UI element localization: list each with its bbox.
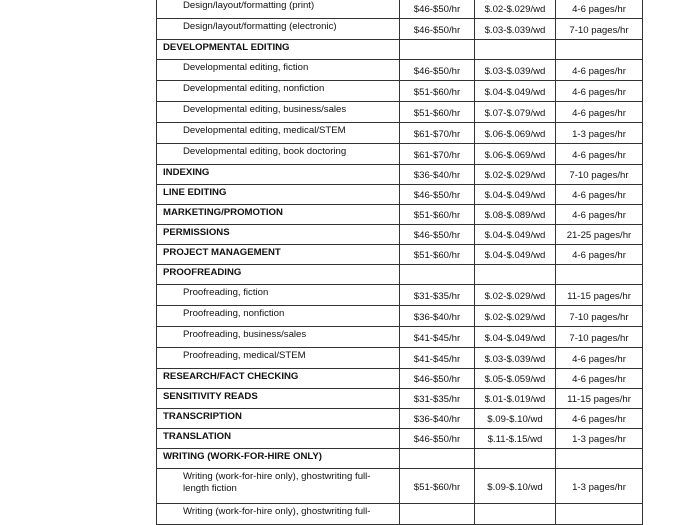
category-row (157, 409, 643, 429)
rates-table-body (157, 0, 643, 525)
hourly-rate: $41-$45/hr (400, 348, 475, 369)
pace-rate: 7-10 pages/hr (556, 19, 643, 40)
service-label: PROJECT MANAGEMENT (157, 245, 400, 265)
hourly-rate: $46-$50/hr (400, 185, 475, 205)
per-word-rate: $.07-$.079/wd (475, 102, 556, 123)
service-label: Writing (work-for-hire only), ghostwriting full- (157, 504, 400, 525)
per-word-rate: $.03-$.039/wd (475, 60, 556, 81)
pace-rate: 1-3 pages/hr (556, 469, 643, 504)
service-label: Developmental editing, nonfiction (157, 81, 400, 102)
hourly-rate: $61-$70/hr (400, 144, 475, 165)
hourly-rate: $46-$50/hr (400, 429, 475, 449)
service-label: Proofreading, medical/STEM (157, 348, 400, 369)
service-label: Developmental editing, book doctoring (157, 144, 400, 165)
service-row (157, 504, 643, 525)
service-row (157, 81, 643, 102)
per-word-rate: $.01-$.019/wd (475, 389, 556, 409)
service-label: Developmental editing, fiction (157, 60, 400, 81)
per-word-rate: $.05-$.059/wd (475, 369, 556, 389)
service-label: WRITING (WORK-FOR-HIRE ONLY) (157, 449, 400, 469)
hourly-rate: $46-$50/hr (400, 369, 475, 389)
per-word-rate: $.04-$.049/wd (475, 327, 556, 348)
per-word-rate: $.08-$.089/wd (475, 205, 556, 225)
pace-rate: 1-3 pages/hr (556, 123, 643, 144)
hourly-rate: $36-$40/hr (400, 165, 475, 185)
service-label: Writing (work-for-hire only), ghostwriting full-length fiction (157, 469, 400, 504)
per-word-rate: $.09-$.10/wd (475, 469, 556, 504)
category-row (157, 449, 643, 469)
pace-rate: 4-6 pages/hr (556, 348, 643, 369)
hourly-rate: $51-$60/hr (400, 245, 475, 265)
service-row (157, 144, 643, 165)
service-row (157, 327, 643, 348)
service-label: Proofreading, fiction (157, 285, 400, 306)
per-word-rate (475, 449, 556, 469)
per-word-rate: $.02-$.029/wd (475, 165, 556, 185)
service-row (157, 306, 643, 327)
service-label: TRANSLATION (157, 429, 400, 449)
pace-rate (556, 449, 643, 469)
pace-rate: 21-25 pages/hr (556, 225, 643, 245)
per-word-rate: $.02-$.029/wd (475, 306, 556, 327)
hourly-rate: $51-$60/hr (400, 205, 475, 225)
per-word-rate: $.06-$.069/wd (475, 144, 556, 165)
service-label: INDEXING (157, 165, 400, 185)
hourly-rate: $36-$40/hr (400, 306, 475, 327)
per-word-rate (475, 504, 556, 525)
per-word-rate (475, 265, 556, 285)
per-word-rate: $.11-$.15/wd (475, 429, 556, 449)
pace-rate: 4-6 pages/hr (556, 205, 643, 225)
service-label: PROOFREADING (157, 265, 400, 285)
service-row (157, 285, 643, 306)
service-row (157, 469, 643, 504)
category-row (157, 369, 643, 389)
pace-rate: 4-6 pages/hr (556, 81, 643, 102)
per-word-rate: $.02-$.029/wd (475, 285, 556, 306)
per-word-rate: $.04-$.049/wd (475, 81, 556, 102)
per-word-rate: $.04-$.049/wd (475, 245, 556, 265)
pace-rate (556, 504, 643, 525)
service-row (157, 102, 643, 123)
service-label: TRANSCRIPTION (157, 409, 400, 429)
per-word-rate: $.02-$.029/wd (475, 0, 556, 19)
per-word-rate: $.06-$.069/wd (475, 123, 556, 144)
service-label: DEVELOPMENTAL EDITING (157, 40, 400, 60)
service-row (157, 0, 643, 19)
service-row (157, 19, 643, 40)
editorial-rates-table (156, 0, 643, 525)
hourly-rate: $61-$70/hr (400, 123, 475, 144)
pace-rate: 4-6 pages/hr (556, 144, 643, 165)
category-row (157, 205, 643, 225)
service-row (157, 123, 643, 144)
pace-rate: 11-15 pages/hr (556, 285, 643, 306)
service-label: MARKETING/PROMOTION (157, 205, 400, 225)
pace-rate: 4-6 pages/hr (556, 102, 643, 123)
per-word-rate: $.09-$.10/wd (475, 409, 556, 429)
hourly-rate: $31-$35/hr (400, 389, 475, 409)
pace-rate: 7-10 pages/hr (556, 327, 643, 348)
per-word-rate: $.03-$.039/wd (475, 348, 556, 369)
pace-rate: 4-6 pages/hr (556, 60, 643, 81)
category-row (157, 165, 643, 185)
pace-rate (556, 40, 643, 60)
hourly-rate (400, 40, 475, 60)
service-label: PERMISSIONS (157, 225, 400, 245)
per-word-rate: $.04-$.049/wd (475, 185, 556, 205)
pace-rate: 4-6 pages/hr (556, 409, 643, 429)
category-row (157, 429, 643, 449)
pace-rate: 7-10 pages/hr (556, 306, 643, 327)
pace-rate: 11-15 pages/hr (556, 389, 643, 409)
category-row (157, 265, 643, 285)
pace-rate: 1-3 pages/hr (556, 429, 643, 449)
per-word-rate: $.03-$.039/wd (475, 19, 556, 40)
service-label: LINE EDITING (157, 185, 400, 205)
pace-rate: 4-6 pages/hr (556, 0, 643, 19)
category-row (157, 389, 643, 409)
service-label: Design/layout/formatting (print) (157, 0, 400, 19)
service-row (157, 348, 643, 369)
pace-rate: 4-6 pages/hr (556, 369, 643, 389)
pace-rate (556, 265, 643, 285)
per-word-rate: $.04-$.049/wd (475, 225, 556, 245)
pace-rate: 4-6 pages/hr (556, 245, 643, 265)
service-label: Proofreading, nonfiction (157, 306, 400, 327)
service-label: RESEARCH/FACT CHECKING (157, 369, 400, 389)
category-row (157, 40, 643, 60)
pace-rate: 4-6 pages/hr (556, 185, 643, 205)
hourly-rate: $51-$60/hr (400, 102, 475, 123)
category-row (157, 245, 643, 265)
hourly-rate: $41-$45/hr (400, 327, 475, 348)
hourly-rate (400, 449, 475, 469)
service-label: Developmental editing, business/sales (157, 102, 400, 123)
hourly-rate: $46-$50/hr (400, 0, 475, 19)
service-label: Developmental editing, medical/STEM (157, 123, 400, 144)
hourly-rate: $36-$40/hr (400, 409, 475, 429)
category-row (157, 185, 643, 205)
hourly-rate: $46-$50/hr (400, 19, 475, 40)
service-label: Design/layout/formatting (electronic) (157, 19, 400, 40)
service-label: Proofreading, business/sales (157, 327, 400, 348)
hourly-rate: $51-$60/hr (400, 469, 475, 504)
hourly-rate (400, 265, 475, 285)
category-row (157, 225, 643, 245)
hourly-rate: $51-$60/hr (400, 81, 475, 102)
pace-rate: 7-10 pages/hr (556, 165, 643, 185)
hourly-rate: $46-$50/hr (400, 60, 475, 81)
hourly-rate (400, 504, 475, 525)
per-word-rate (475, 40, 556, 60)
service-label: SENSITIVITY READS (157, 389, 400, 409)
service-row (157, 60, 643, 81)
hourly-rate: $46-$50/hr (400, 225, 475, 245)
hourly-rate: $31-$35/hr (400, 285, 475, 306)
